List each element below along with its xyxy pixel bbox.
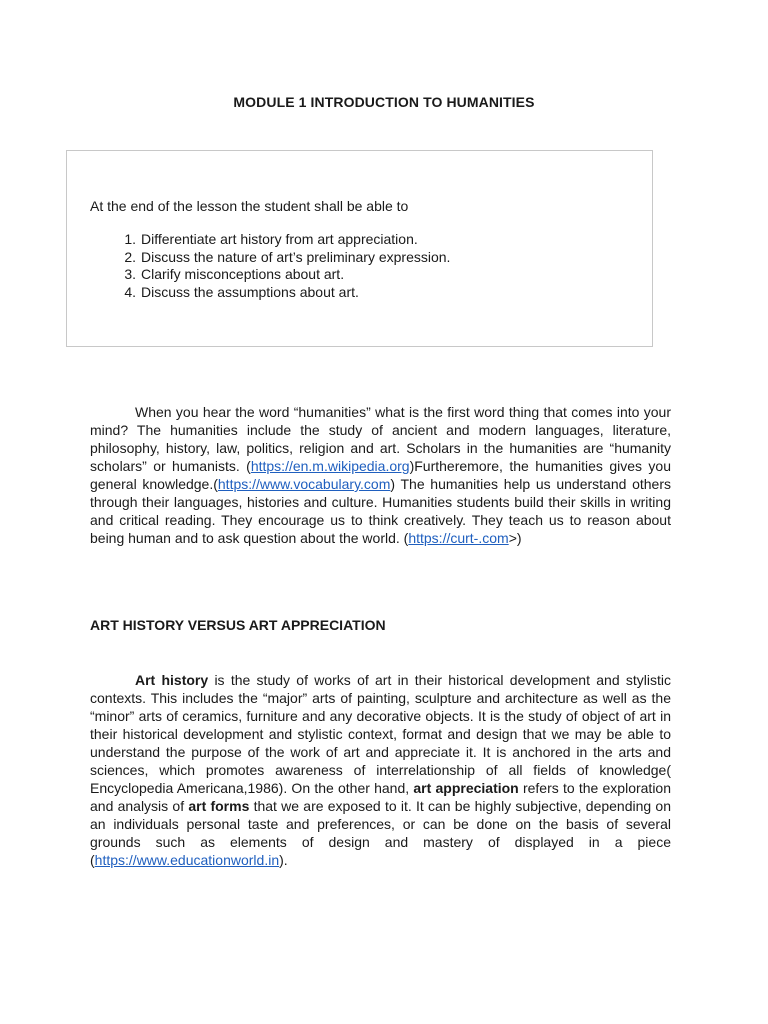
paragraph-text: When you hear the word “humanities” what is the first word thing that comes into your mind? The humanities include the study of ancient and modern languages, literature, philosophy, history, law, politics, religion and art. Scholars in the humanities are “humanity scholars” or humanists. ( xyxy=(90,404,671,474)
list-text: Clarify misconceptions about art. xyxy=(141,266,345,282)
objectives-box xyxy=(66,150,653,347)
paragraph-text: >) xyxy=(508,530,522,546)
objectives-intro: At the end of the lesson the student shall be able to xyxy=(90,198,409,214)
term-art-forms: art forms xyxy=(188,798,250,814)
paragraph-text: )Furtheremore, the humanities gives you general knowledge.( xyxy=(90,458,671,492)
art-history-paragraph xyxy=(90,671,671,869)
list-number: 4. xyxy=(124,283,136,300)
paragraph-text: ) The humanities help us understand others through their languages, histories and culture. Humanities students build their skills in writing and critical reading. They encourage us to think creatively. They teach us to reason about being human and to ask question about the world. ( xyxy=(90,476,671,546)
list-number: 2. xyxy=(124,248,136,265)
paragraph-text: refers to the exploration and analysis of xyxy=(90,780,671,814)
list-item xyxy=(90,231,450,249)
curt-link[interactable]: https://curt-.com xyxy=(408,530,509,546)
list-number: 3. xyxy=(124,266,136,282)
list-text: Discuss the nature of art’s preliminary expression. xyxy=(141,248,451,265)
list-item xyxy=(90,284,450,302)
term-art-history: Art history xyxy=(135,672,209,688)
paragraph-text: that we are exposed to it. It can be highly subjective, depending on an individuals personal taste and preferences, or can be done on the basis of several grounds such as elements of design and mastery of displayed in a piece ( xyxy=(90,798,671,868)
objectives-list xyxy=(90,231,450,301)
intro-paragraph xyxy=(90,403,671,547)
term-art-appreciation: art appreciation xyxy=(413,780,519,796)
list-text: Differentiate art history from art appreciation. xyxy=(141,231,418,247)
educationworld-link[interactable]: https://www.educationworld.in xyxy=(94,852,280,868)
paragraph-text: is the study of works of art in their historical development and stylistic contexts. This includes the “major” arts of painting, sculpture and architecture as well as the “minor” arts of ceramics, furniture and any decorative objects. It is the study of object of art in their historical development and stylistic context, format and design that we may be able to understand the purpose of the work of art and appreciate it. It is anchored in the arts and sciences, which promotes awareness of interrelationship of all fields of knowledge( Encyclopedia Americana,1986). On the other hand, xyxy=(90,672,671,796)
wikipedia-link[interactable]: https://en.m.wikipedia.org xyxy=(250,458,410,474)
vocabulary-link[interactable]: https://www.vocabulary.com xyxy=(217,476,391,492)
list-number: 1. xyxy=(124,231,136,247)
section-heading: ART HISTORY VERSUS ART APPRECIATION xyxy=(90,617,386,633)
paragraph-text: ). xyxy=(279,852,288,868)
list-text: Discuss the assumptions about art. xyxy=(141,283,359,300)
list-item xyxy=(90,266,450,284)
page-title: MODULE 1 INTRODUCTION TO HUMANITIES xyxy=(233,94,535,110)
list-item xyxy=(90,249,450,267)
